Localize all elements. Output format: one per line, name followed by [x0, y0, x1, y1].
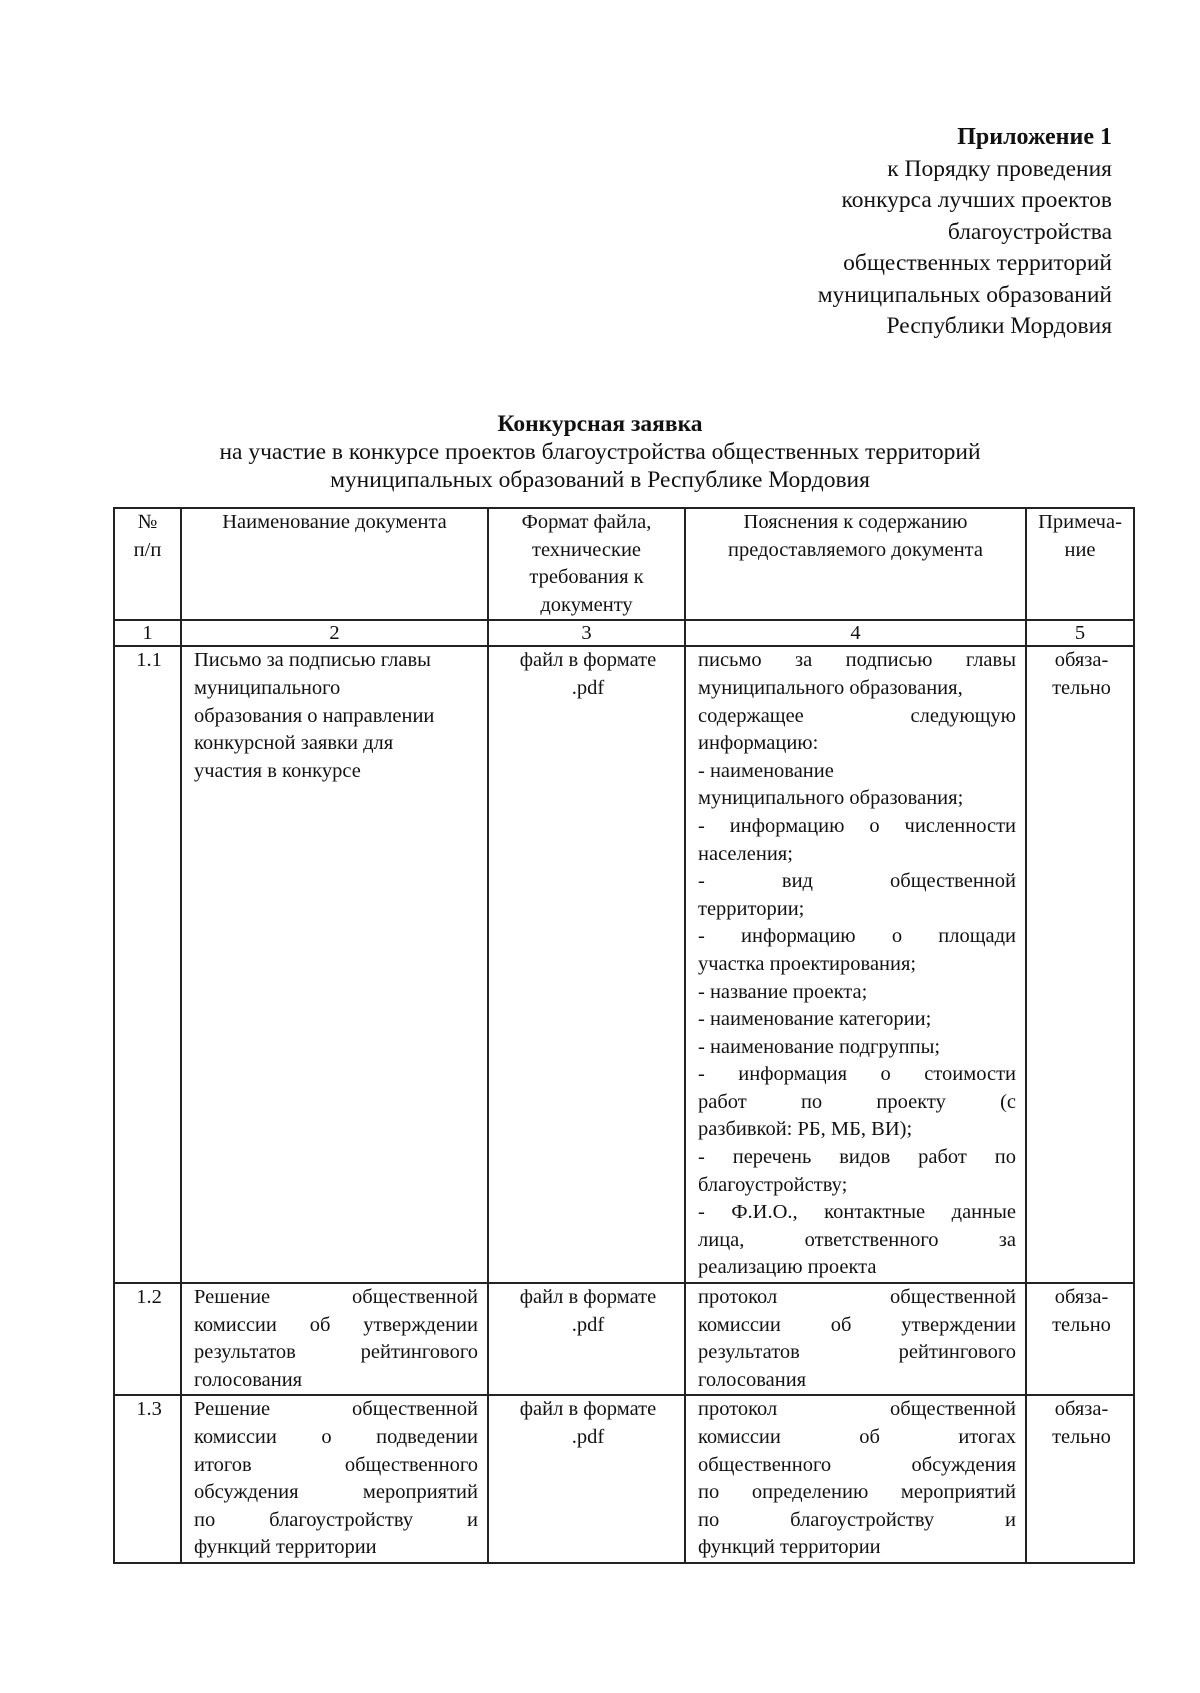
cell-line: .pdf	[571, 1426, 605, 1448]
row-document-name	[181, 1283, 488, 1395]
cell-line: протокол общественной	[698, 1286, 1016, 1309]
cell-line: территории;	[698, 897, 805, 920]
cell-line: лица, ответственного за	[698, 1228, 1016, 1251]
row-number: 1.3	[114, 1395, 181, 1563]
cell-line: - перечень видов работ по	[698, 1146, 1016, 1169]
cell-line: письмо за подписью главы	[698, 649, 1016, 672]
cell-line: участия в конкурсе	[194, 759, 361, 782]
cell-line: общественного обсуждения	[698, 1453, 1016, 1476]
cell-line: комиссии о подведении	[194, 1426, 478, 1448]
header-text: предоставляемого документа	[728, 538, 983, 561]
cell-line: информацию:	[698, 732, 819, 755]
cell-line: Письмо за подписью главы	[194, 649, 431, 672]
document-subtitle-line: муниципальных образований в Республике Мордовия	[330, 467, 870, 493]
header-cell-explanation	[685, 508, 1026, 620]
cell-line: - информация о стоимости	[698, 1063, 1016, 1086]
cell-line: функций территории	[194, 1536, 377, 1559]
cell-line: - название проекта;	[698, 980, 868, 1003]
document-heading	[0, 410, 1200, 494]
documents-table-wrapper	[113, 507, 1135, 1564]
cell-line: протокол общественной	[698, 1398, 1016, 1421]
cell-line: тельно	[1052, 676, 1111, 699]
appendix-line: муниципальных образований	[817, 281, 1112, 308]
row-explanation	[685, 646, 1026, 1283]
row-document-name	[181, 646, 488, 1283]
header-cell-note	[1026, 508, 1134, 620]
column-number-cell: 1	[114, 620, 181, 646]
row-number: 1.1	[114, 646, 181, 1283]
cell-line: населения;	[698, 842, 793, 865]
cell-line: работ по проекту (с	[698, 1090, 1016, 1113]
cell-line: благоустройству;	[698, 1173, 848, 1196]
cell-line: файл в формате	[519, 1398, 657, 1421]
cell-line: Решение общественной	[194, 1286, 478, 1309]
cell-line: - наименование подгруппы;	[698, 1035, 941, 1058]
table-row	[114, 646, 1134, 1283]
row-explanation	[685, 1395, 1026, 1563]
table-header-row	[114, 508, 1134, 620]
header-text: п/п	[133, 538, 162, 561]
cell-line: реализацию проекта	[698, 1256, 877, 1279]
cell-line: по благоустройству и	[194, 1508, 478, 1531]
document-title: Конкурсная заявка	[497, 411, 703, 437]
row-file-format	[488, 1395, 685, 1563]
cell-line: результатов рейтингового	[194, 1341, 478, 1364]
appendix-line: к Порядку проведения	[887, 155, 1112, 182]
row-document-name	[181, 1395, 488, 1563]
cell-line: - вид общественной	[698, 870, 1016, 893]
row-note	[1026, 646, 1134, 1283]
header-cell-file-format	[488, 508, 685, 620]
row-number: 1.2	[114, 1283, 181, 1395]
row-explanation	[685, 1283, 1026, 1395]
column-number-cell: 4	[685, 620, 1026, 646]
appendix-line: конкурса лучших проектов	[841, 187, 1112, 213]
column-number-cell: 2	[181, 620, 488, 646]
cell-line: обяза-	[1054, 649, 1109, 672]
appendix-title: Приложение 1	[957, 124, 1112, 150]
cell-line: файл в формате	[519, 1286, 657, 1309]
column-number-cell: 3	[488, 620, 685, 646]
cell-line: обсуждения мероприятий	[194, 1481, 478, 1504]
row-note	[1026, 1395, 1134, 1563]
documents-table	[113, 507, 1135, 1564]
header-cell-number	[114, 508, 181, 620]
cell-line: комиссии об утверждении	[194, 1313, 478, 1336]
cell-line: - информацию о площади	[698, 925, 1016, 948]
cell-line: образования о направлении	[194, 704, 435, 727]
header-text: Примеча-	[1038, 511, 1122, 533]
cell-line: содержащее следующую	[698, 704, 1016, 727]
cell-line: - наименование категории;	[698, 1008, 932, 1031]
cell-line: муниципального образования,	[698, 676, 963, 699]
cell-line: участка проектирования;	[698, 952, 917, 975]
cell-line: .pdf	[571, 676, 605, 699]
column-number-cell: 5	[1026, 620, 1134, 646]
cell-line: обяза-	[1054, 1398, 1109, 1421]
cell-line: голосования	[698, 1368, 807, 1391]
appendix-line: Республики Мордовия	[886, 313, 1112, 339]
table-row	[114, 1283, 1134, 1395]
cell-line: - Ф.И.О., контактные данные	[698, 1201, 1016, 1224]
cell-line: по определению мероприятий	[698, 1481, 1016, 1504]
document-subtitle-line: на участие в конкурсе проектов благоустройства общественных территорий	[219, 439, 981, 465]
appendix-line: благоустройства	[947, 218, 1112, 245]
cell-line: по благоустройству и	[698, 1508, 1016, 1531]
header-text: №	[137, 511, 158, 533]
cell-line: муниципального образования;	[698, 787, 964, 810]
cell-line: конкурсной заявки для	[194, 732, 394, 755]
cell-line: разбивкой: РБ, МБ, ВИ);	[698, 1118, 913, 1141]
cell-line: функций территории	[698, 1536, 881, 1559]
cell-line: - наименование	[698, 759, 834, 782]
cell-line: обяза-	[1054, 1286, 1109, 1309]
appendix-block	[818, 122, 1112, 343]
cell-line: .pdf	[571, 1313, 605, 1336]
header-cell-document-name	[181, 508, 488, 620]
cell-line: голосования	[194, 1368, 303, 1391]
header-text: требования к	[529, 566, 644, 589]
header-text: документу	[540, 593, 633, 616]
column-number-row	[114, 620, 1134, 646]
header-text: Пояснения к содержанию	[743, 511, 968, 533]
cell-line: файл в формате	[519, 649, 657, 672]
cell-line: результатов рейтингового	[698, 1341, 1016, 1364]
cell-line: комиссии об утверждении	[698, 1313, 1016, 1336]
header-text: ние	[1064, 538, 1096, 561]
row-note	[1026, 1283, 1134, 1395]
row-file-format	[488, 1283, 685, 1395]
cell-line: Решение общественной	[194, 1398, 478, 1421]
cell-line: комиссии об итогах	[698, 1426, 1016, 1448]
header-text: Наименование документа	[222, 511, 447, 533]
table-row	[114, 1395, 1134, 1563]
cell-line: муниципального	[194, 676, 341, 699]
cell-line: - информацию о численности	[698, 814, 1016, 837]
header-text: Формат файла,	[521, 511, 652, 533]
cell-line: тельно	[1052, 1426, 1111, 1448]
header-text: технические	[531, 538, 642, 561]
appendix-line: общественных территорий	[843, 250, 1112, 276]
cell-line: тельно	[1052, 1313, 1111, 1336]
cell-line: итогов общественного	[194, 1453, 478, 1476]
row-file-format	[488, 646, 685, 1283]
